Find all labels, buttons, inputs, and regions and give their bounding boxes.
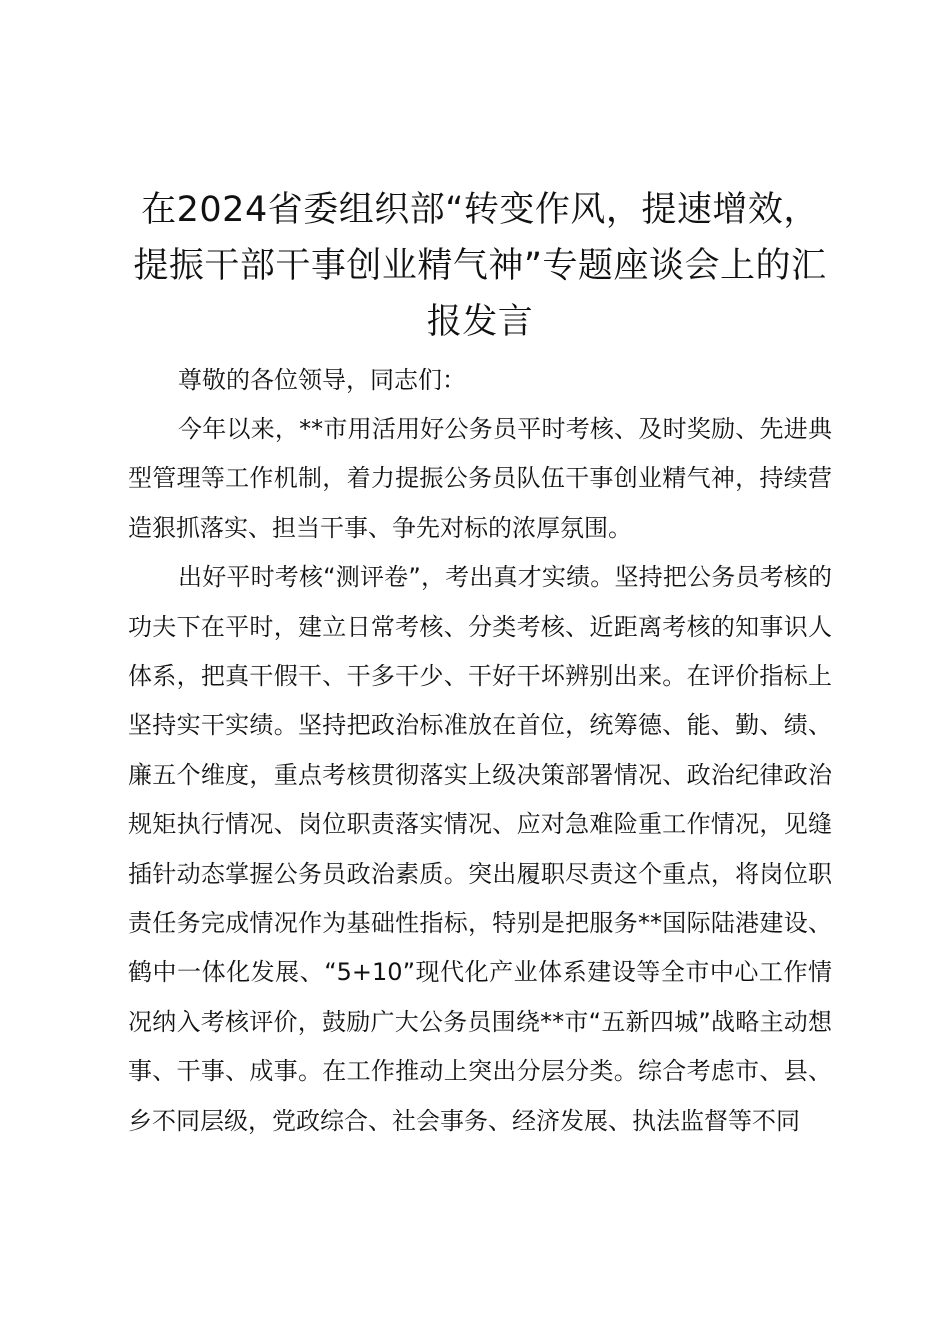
salutation: 尊敬的各位领导，同志们： — [178, 366, 466, 394]
document-title: 在2024省委组织部“转变作风，提速增效，提振干部干事创业精气神”专题座谈会上的汇报发言 — [133, 190, 827, 342]
paragraph-intro: 今年以来，**市用活用好公务员平时考核、及时奖励、先进典型管理等工作机制，着力提振公务员队伍干事创业精气神，持续营造狠抓落实、担当干事、争先对标的浓厚氛围。 — [128, 415, 832, 542]
document-page — [128, 182, 832, 1146]
paragraph-assessment: 出好平时考核“测评卷”，考出真才实绩。坚持把公务员考核的功夫下在平时，建立日常考核、分类考核、近距离考核的知事识人体系，把真干假干、干多干少、干好干坏辨别出来。在评价指标上坚持实干实绩。坚持把政治标准放在首位，统筹德、能、勤、绩、廉五个维度，重点考核贯彻落实上级决策部署情况、政治纪律政治规矩执行情况、岗位职责落实情况、应对急难险重工作情况，见缝插针动态掌握公务员政治素质。突出履职尽责这个重点，将岗位职责任务完成情况作为基础性指标，特别是把服务**国际陆港建设、鹤中一体化发展、“5+10”现代化产业体系建设等全市中心工作情况纳入考核评价，鼓励广大公务员围绕**市“五新四城”战略主动想事、干事、成事。在工作推动上突出分层分类。综合考虑市、县、乡不同层级，党政综合、社会事务、经济发展、执法监督等不同 — [128, 563, 832, 1135]
